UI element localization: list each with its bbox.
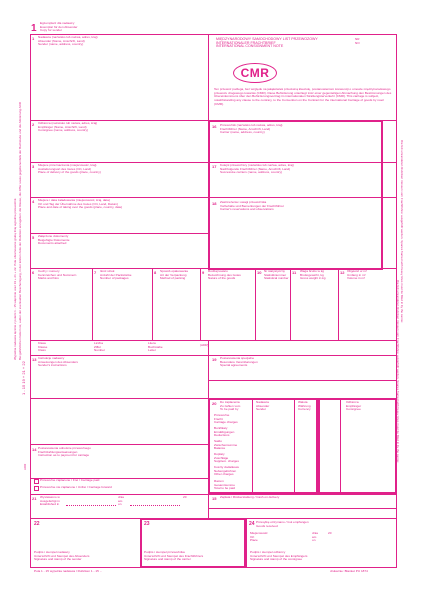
adr-number-label: Liczba Ziffer Number: [94, 341, 106, 353]
box-4-number: 4: [32, 199, 35, 204]
copy-number: 1: [31, 23, 37, 34]
box-1-number: 1: [32, 36, 35, 41]
carriage-paid-label: Przewoźne zapłacone / Frei / Carriage paid: [40, 478, 100, 482]
box-13-number: 13: [32, 357, 37, 362]
box-8-number: 8: [154, 270, 157, 275]
box-17-number: 17: [212, 164, 217, 169]
left-margin-text-a: Wypełnia nadawca łącznie z polami 1 - 15 włącznie oraz 19 + 21 + 22. Pola obramowane grubą linią wypełnia przewoźnik.: [13, 197, 17, 360]
box-22-number: 22: [34, 521, 40, 527]
right-margin-text: Die fett umrandeten Rubriken müssen vom Frachtführer ausgefüllt werden. Spaces framed with heavy lines must be filled in by the carrier.: [400, 140, 404, 324]
left-margin-adr: ADR: [23, 463, 27, 470]
box-6-number: 6: [32, 270, 35, 275]
box-11-weight-label: Waga brutto w kg Bruttogewicht, kg Gross weight in kg: [300, 269, 326, 281]
box-11-number: 11: [292, 270, 297, 275]
convention-note: Ten przewóz podlega, bez względu na jakąkolwiek przeciwną klauzulę, postanowieniom konwencji o umowie międzynarodowego przewozu drogowego towarów (CMR). Diese Beförderung unterliegt trotz einer gegenteiligen Abmachung den Bestimmungen des Übereinkommens über den Beförderungsvertrag im internationalen Straßengüterverkehr (CMR). This carriage is subject, notwithstanding any clause to the contrary, to the Convention on the Contract for the international Carriage of goods by road (CMR).: [214, 87, 392, 106]
left-margin-field-numbers: 1 - 15 19 + 21 + 22: [21, 361, 26, 395]
box-23-carrier-signature-label: Podpis i stempel przewoźnika Unterschrift und Stempel des Frachtführers Signature and stamp of the carrier: [144, 550, 204, 562]
box-9-goods-label: Rodzaj towaru Bezeichnung des Gutes Nature of the goods: [208, 269, 241, 281]
box-16-carrier-label: Przewoźnik (nazwisko lub nazwa, adres, kraj) Frachtführer (Name, Anschrift, Land) Carrier (name, address, country): [220, 123, 283, 135]
box-8-packing-label: Sposób opakowania Art der Verpackung Method of packing: [160, 269, 188, 281]
footer-right: drukarnie: Blanket PU 1874: [330, 569, 368, 573]
box-22-sender-signature-label: Podpis i stempel nadawcy Unterschrift und Stempel des Absenders Signature and stamp of the sender: [34, 550, 90, 562]
box-20-row-carriage: Przewoźne Fracht Carriage charges: [214, 413, 238, 425]
box-19-number: 19: [212, 357, 217, 362]
box-12-number: 12: [340, 270, 345, 275]
box-7-packages-label: Ilość sztuk Anzahl der Packstücke Number of packages: [100, 269, 132, 281]
box-9-number: 9: [202, 270, 205, 275]
carriage-paid-checkbox[interactable]: [34, 479, 39, 484]
adr-letter-label: Litera Buchstabe Letter: [148, 341, 163, 353]
box-5-number: 5: [32, 235, 35, 240]
box-21-year: 20: [183, 495, 187, 499]
box-4-loading-label: Miejsce i data załadowania (miejscowość, kraj, data) Ort und Tag der Übernahme des Gutes (Ort, Land, Datum) Place and date of taking over the goods (place, country, date): [38, 198, 123, 210]
box-24-date-label: dnia am on: [312, 531, 318, 543]
box-21-date-label: dnia am on: [118, 495, 124, 507]
box-24-number: 24: [249, 521, 255, 527]
document-title: MIĘDZYNARODOWY SAMOCHODOWY LIST PRZEWOZOWY INTERNATIONALER FRACHTBRIEF INTERNATIONAL CONSIGNMENT NOTE: [216, 37, 318, 49]
box-2-consignee-label: Odbiorca (nazwisko lub nazwa, adres, kraj) Empfänger (Name, Anschrift, Land) Consignee (name, address, country): [38, 121, 98, 133]
box-20-to-be-paid-by: Do zapłacenia Zu zahlen vom To be paid by: [220, 400, 241, 412]
box-10-number: 10: [257, 270, 262, 275]
box-17-successive-carriers-label: Kolejni przewoźnicy (nazwisko lub nazwa, adres, kraj) Nachfolgende Frachtführer (Name, Anschrift, Land) Successive carriers (name, address, country): [220, 163, 294, 175]
box-24-consignee-signature-label: Podpis i stempel odbiorcy Unterschrift und Stempel des Empfängers Signature and stamp of the consignee: [250, 550, 308, 562]
carriage-forward-label: Przewoźne nie zapłacone / Unfrei / Carriage forward: [40, 485, 112, 489]
box-20-row-total: Razem Gesamtsumme Total to be paid: [214, 479, 235, 491]
box-3-number: 3: [32, 164, 35, 169]
right-margin-text-2: Die fett umrandeten Rubriken müssen vom Frachtführer ausgefüllt werden. Spaces framed with heavy lines must be filled in by the carrier.: [396, 280, 400, 464]
box-13-instructions-label: Instrukcje nadawcy Anweisungen des Absenders Sender's instructions: [38, 356, 78, 368]
box-18-reservations-label: Zastrzeżenia i uwagi przewoźnika Vorbehalte und Bemerkungen der Frachtführer Carrier's reservations and observations: [220, 200, 284, 212]
box-20-row-balance: Saldo Zwischensumme Balance: [214, 439, 238, 451]
box-3-delivery-label: Miejsce przeznaczenia (miejscowość, kraj) Auslieferungsort des Gutes (Ort, Land) Place of delivery of the goods (place, country): [38, 163, 101, 175]
adr-class-label: Klasa Klasse Class: [38, 341, 48, 353]
box-12-volume-label: Objętość w m³ Umfang in m³ Volume in m³: [347, 269, 367, 281]
box-2-number: 2: [32, 122, 35, 127]
box-20-currency-col: Waluta Währung Currency: [298, 400, 311, 412]
carriage-forward-checkbox[interactable]: [34, 486, 39, 491]
box-20-consignee-col: Odbiorca Empfänger Consignee: [346, 400, 362, 412]
box-24-year: 20: [328, 531, 332, 535]
box-16-number: 16: [212, 124, 217, 129]
adr-label: (ADR): [200, 343, 209, 347]
document-number-label: NR NO: [355, 37, 360, 45]
box-24-place-label: Miejscowość Ort Place: [250, 531, 268, 543]
box-18-number: 18: [212, 201, 217, 206]
box-6-marks-label: Cechy i numery Kennzeichen und Nummern Marks and Nos: [38, 269, 77, 281]
box-14-payment-label: Postanowienia odnośnie przewoźnego Frachtzahlungsanweisungen Instruction as to payment for carriage: [38, 446, 91, 458]
carrier-section-frame: [208, 120, 383, 270]
box-7-number: 7: [94, 270, 97, 275]
box-1-sender-label: Nadawca (nazwisko lub nazwa, adres, kraj) Absender (Name, Anschrift, Land) Sender (name, address, country): [38, 35, 98, 47]
box-21-established-label: Wystawiono w Ausgefertigt in Established in: [40, 495, 60, 507]
cmr-logo: CMR: [233, 63, 277, 83]
box-14-number: 14: [32, 447, 37, 452]
box-24-goods-received-label: Przesyłkę otrzymano / Gut empfangen Goods received: [256, 520, 309, 528]
box-20-sender-col: Nadawca Absender Sender: [256, 400, 270, 412]
box-20-row-deductions: Bonifikaty Ermäßigungen Deductions: [214, 426, 235, 438]
left-margin-text-b: Bei gefährlichen Gütern ist, außer der eventuellen Bescheinigung, in der letzten Zeile der Rubriken anzugeben: die Klasse, die Ziffer sowie gegebenenfalls der Buchstabe und die Abkürzung ADR: [18, 102, 22, 360]
box-20-row-other: Koszty dodatkowe Nebengebühren Other charges: [214, 465, 240, 477]
copy-caption: Egzemplarz dla nadawcy Exemplar für den Absender Copy for sender: [40, 21, 78, 33]
box-15-number: 15: [212, 496, 217, 501]
box-21-number: 21: [32, 496, 37, 501]
box-20-row-supplements: Dopłaty Zuschläge Supplem. charges: [214, 452, 239, 464]
box-5-documents-label: Załączone dokumenty Beigefügte Dokumente Documents attached: [38, 234, 70, 246]
box-20-number: 20: [212, 401, 217, 406]
footer-left: Pola 1 - 15 wypełnia nadawca / Rubriken 1 - 15 ...: [34, 569, 103, 573]
box-15-cod-label: Zapłata / Rückerstattung / Cash on delivery: [220, 495, 280, 499]
box-23-number: 23: [144, 521, 150, 527]
box-10-statistical-label: Nr statystyczny Statistiknummer Statistical number: [264, 269, 289, 281]
charges-frame-right: [318, 398, 397, 494]
box-19-special-agreements-label: Postanowienia specjalne Besondere Vereinbarungen Special agreements: [220, 356, 258, 368]
